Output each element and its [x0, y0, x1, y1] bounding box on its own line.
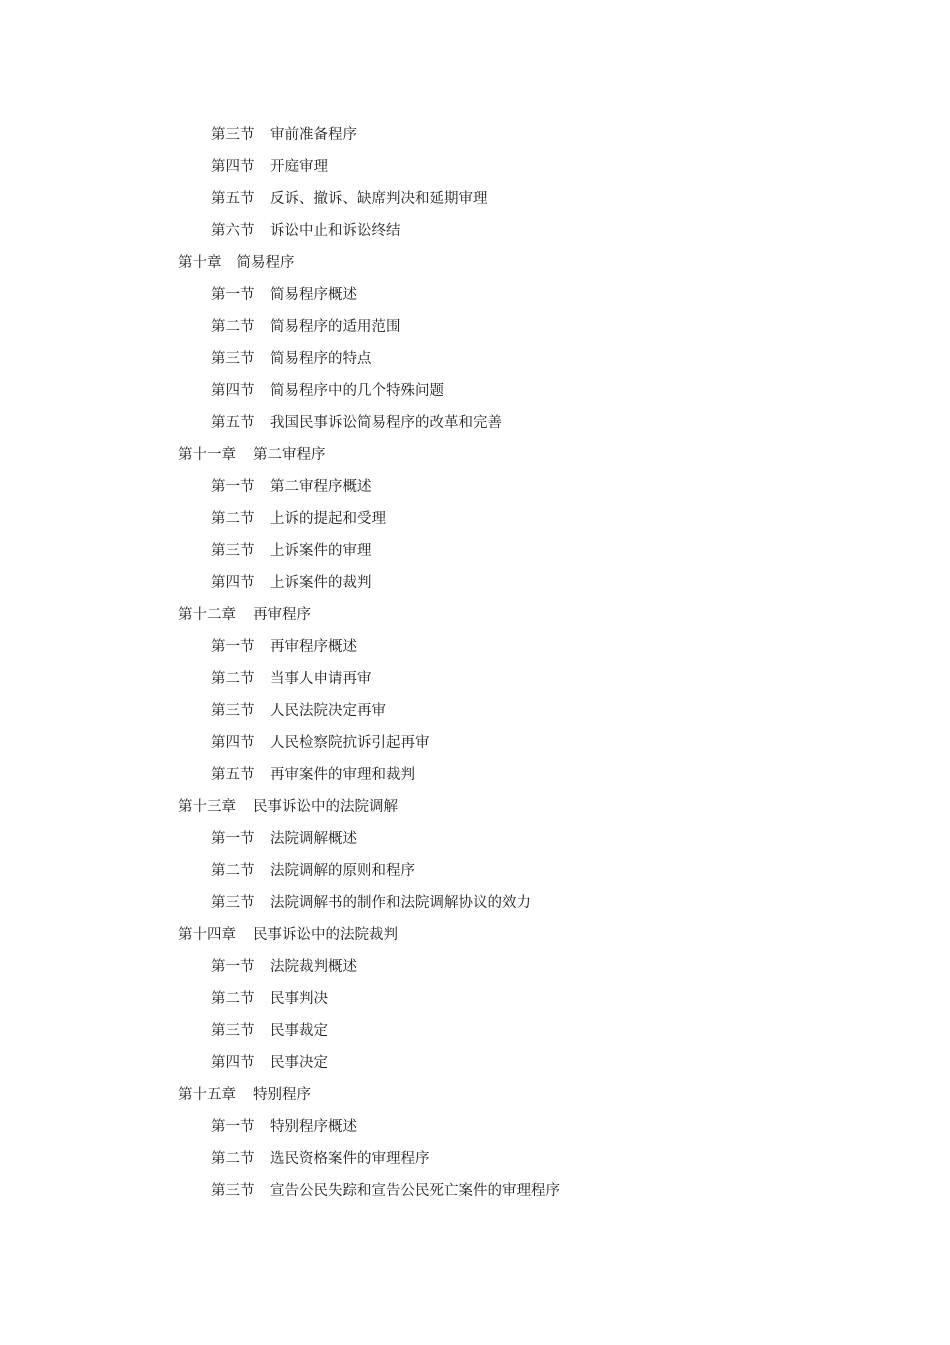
- toc-chapter-row: [0, 599, 950, 631]
- section-title: 法院调解的原则和程序: [270, 863, 415, 879]
- section-number: 第三节: [211, 543, 255, 559]
- toc-section-row: [0, 631, 950, 663]
- toc-section-row: [0, 983, 950, 1015]
- section-title: 上诉案件的裁判: [270, 575, 372, 591]
- section-number: 第一节: [211, 287, 255, 303]
- section-title: 简易程序的特点: [270, 351, 372, 367]
- section-title: 上诉的提起和受理: [270, 511, 386, 527]
- section-title: 我国民事诉讼简易程序的改革和完善: [270, 415, 502, 431]
- section-number: 第二节: [211, 1151, 255, 1167]
- toc-section-row: [0, 951, 950, 983]
- toc-section-row: [0, 535, 950, 567]
- section-title: 审前准备程序: [270, 127, 357, 143]
- table-of-contents: [0, 119, 950, 1207]
- section-title: 再审案件的审理和裁判: [270, 767, 415, 783]
- toc-section-row: [0, 311, 950, 343]
- chapter-number: 第十四章: [178, 927, 236, 943]
- toc-chapter-row: [0, 791, 950, 823]
- section-number: 第二节: [211, 511, 255, 527]
- section-title: 再审程序概述: [270, 639, 357, 655]
- section-title: 上诉案件的审理: [270, 543, 372, 559]
- toc-section-row: [0, 279, 950, 311]
- toc-section-row: [0, 375, 950, 407]
- section-title: 开庭审理: [270, 159, 328, 175]
- toc-section-row: [0, 663, 950, 695]
- toc-section-row: [0, 119, 950, 151]
- toc-section-row: [0, 471, 950, 503]
- section-number: 第五节: [211, 767, 255, 783]
- chapter-title: 简易程序: [236, 255, 295, 271]
- toc-section-row: [0, 215, 950, 247]
- toc-section-row: [0, 1143, 950, 1175]
- section-title: 当事人申请再审: [270, 671, 372, 687]
- section-title: 法院调解概述: [270, 831, 357, 847]
- toc-section-row: [0, 887, 950, 919]
- section-number: 第一节: [211, 639, 255, 655]
- section-number: 第二节: [211, 671, 255, 687]
- toc-section-row: [0, 151, 950, 183]
- chapter-title: 再审程序: [253, 607, 311, 623]
- section-number: 第三节: [211, 1023, 255, 1039]
- section-number: 第六节: [211, 223, 255, 239]
- toc-section-row: [0, 183, 950, 215]
- section-number: 第五节: [211, 415, 255, 431]
- section-title: 简易程序概述: [270, 287, 357, 303]
- chapter-number: 第十五章: [178, 1087, 236, 1103]
- section-number: 第三节: [211, 127, 255, 143]
- section-title: 民事决定: [270, 1055, 328, 1071]
- chapter-title: 民事诉讼中的法院裁判: [253, 927, 398, 943]
- toc-section-row: [0, 727, 950, 759]
- toc-section-row: [0, 407, 950, 439]
- toc-section-row: [0, 343, 950, 375]
- section-number: 第三节: [211, 895, 255, 911]
- section-title: 民事判决: [270, 991, 328, 1007]
- toc-chapter-row: [0, 439, 950, 471]
- section-title: 诉讼中止和诉讼终结: [270, 223, 401, 239]
- toc-section-row: [0, 823, 950, 855]
- section-number: 第四节: [211, 159, 255, 175]
- section-number: 第二节: [211, 319, 255, 335]
- toc-section-row: [0, 503, 950, 535]
- chapter-number: 第十一章: [178, 447, 236, 463]
- chapter-number: 第十二章: [178, 607, 236, 623]
- section-number: 第四节: [211, 1055, 255, 1071]
- toc-section-row: [0, 1015, 950, 1047]
- section-number: 第三节: [211, 703, 255, 719]
- section-number: 第三节: [211, 351, 255, 367]
- section-title: 宣告公民失踪和宣告公民死亡案件的审理程序: [270, 1183, 560, 1199]
- chapter-title: 民事诉讼中的法院调解: [253, 799, 398, 815]
- section-number: 第二节: [211, 991, 255, 1007]
- section-number: 第一节: [211, 1119, 255, 1135]
- section-title: 反诉、撤诉、缺席判决和延期审理: [270, 191, 488, 207]
- toc-section-row: [0, 1111, 950, 1143]
- toc-chapter-row: [0, 247, 950, 279]
- chapter-title: 特别程序: [253, 1087, 311, 1103]
- toc-section-row: [0, 695, 950, 727]
- section-number: 第一节: [211, 959, 255, 975]
- section-title: 选民资格案件的审理程序: [270, 1151, 430, 1167]
- section-number: 第四节: [211, 383, 255, 399]
- section-number: 第三节: [211, 1183, 255, 1199]
- section-number: 第四节: [211, 735, 255, 751]
- section-number: 第一节: [211, 831, 255, 847]
- toc-section-row: [0, 855, 950, 887]
- section-number: 第四节: [211, 575, 255, 591]
- section-number: 第二节: [211, 863, 255, 879]
- section-number: 第五节: [211, 191, 255, 207]
- toc-chapter-row: [0, 1079, 950, 1111]
- toc-chapter-row: [0, 919, 950, 951]
- section-title: 民事裁定: [270, 1023, 328, 1039]
- section-number: 第一节: [211, 479, 255, 495]
- toc-section-row: [0, 1047, 950, 1079]
- chapter-title: 第二审程序: [253, 447, 326, 463]
- toc-section-row: [0, 567, 950, 599]
- toc-section-row: [0, 759, 950, 791]
- section-title: 法院调解书的制作和法院调解协议的效力: [270, 895, 531, 911]
- toc-section-row: [0, 1175, 950, 1207]
- section-title: 简易程序中的几个特殊问题: [270, 383, 444, 399]
- section-title: 人民检察院抗诉引起再审: [270, 735, 430, 751]
- section-title: 人民法院决定再审: [270, 703, 386, 719]
- section-title: 简易程序的适用范围: [270, 319, 401, 335]
- section-title: 第二审程序概述: [270, 479, 372, 495]
- chapter-number: 第十三章: [178, 799, 236, 815]
- section-title: 法院裁判概述: [270, 959, 357, 975]
- chapter-number: 第十章: [178, 255, 222, 271]
- section-title: 特别程序概述: [270, 1119, 357, 1135]
